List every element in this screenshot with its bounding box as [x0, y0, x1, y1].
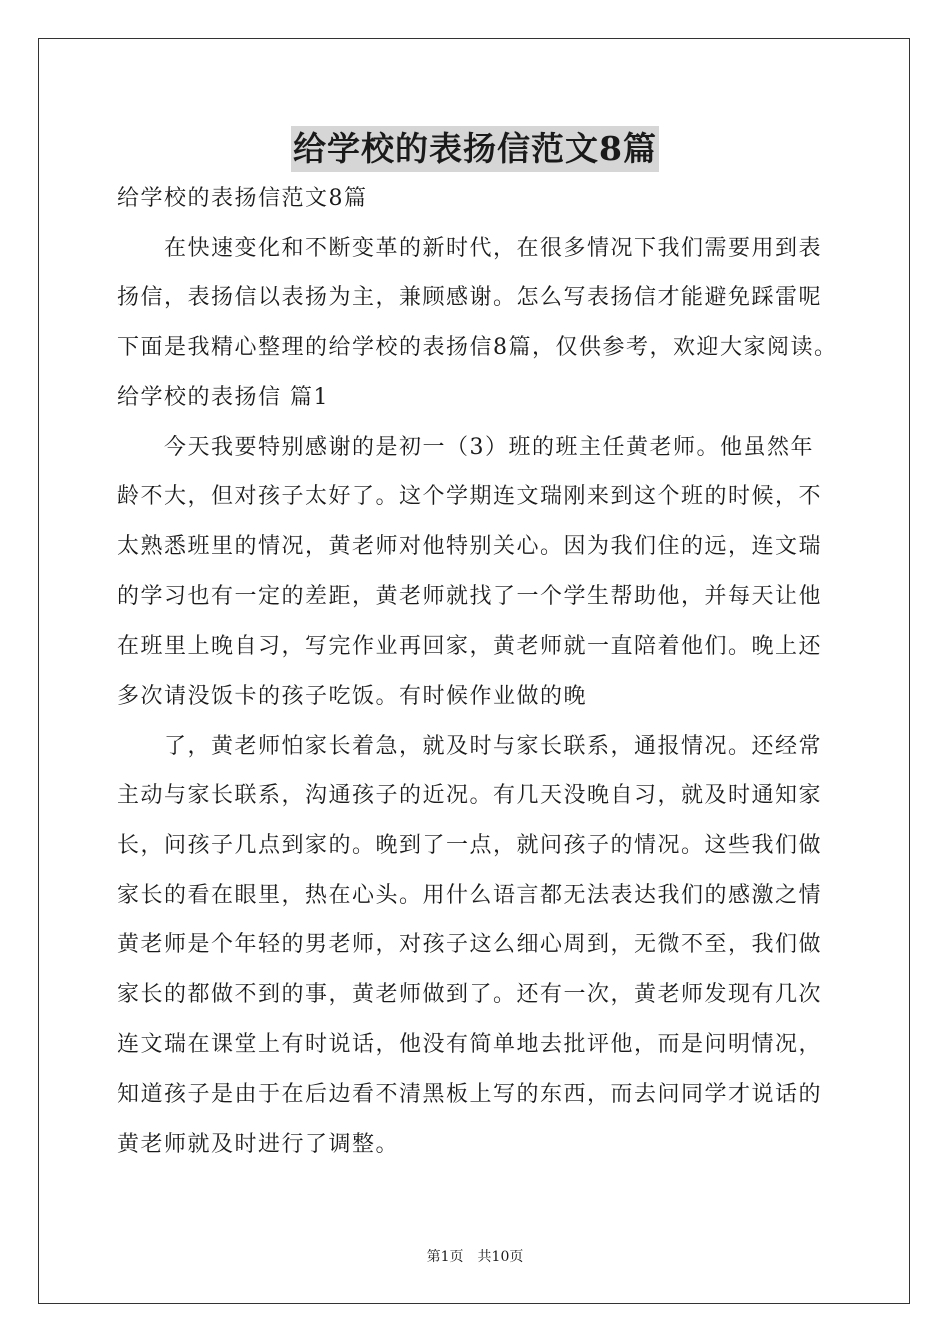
- text-line: 下面是我精心整理的给学校的表扬信8篇，仅供参考，欢迎大家阅读。: [117, 335, 838, 360]
- text-line: 家长的都做不到的事，黄老师做到了。还有一次，黄老师发现有几次: [117, 982, 823, 1007]
- document-title: 给学校的表扬信范文8篇: [291, 126, 659, 172]
- text-line: 太熟悉班里的情况，黄老师对他特别关心。因为我们住的远，连文瑞: [117, 534, 823, 559]
- text-line: 今天我要特别感谢的是初一（3）班的班主任黄老师。他虽然年: [164, 435, 814, 460]
- text-line: 多次请没饭卡的孩子吃饭。有时候作业做的晚: [117, 684, 588, 709]
- text-line: 在班里上晚自习，写完作业再回家，黄老师就一直陪着他们。晚上还: [117, 634, 823, 659]
- text-line: 连文瑞在课堂上有时说话，他没有简单地去批评他，而是问明情况，: [117, 1032, 823, 1057]
- text-line: 黄老师就及时进行了调整。: [117, 1132, 400, 1157]
- section-heading: 给学校的表扬信 篇1: [117, 385, 329, 410]
- text-line: 的学习也有一定的差距，黄老师就找了一个学生帮助他，并每天让他: [117, 584, 823, 609]
- text-line: 主动与家长联系，沟通孩子的近况。有几天没晚自习，就及时通知家: [117, 783, 823, 808]
- subtitle-line: 给学校的表扬信范文8篇: [117, 186, 368, 211]
- text-line: 黄老师是个年轻的男老师，对孩子这么细心周到，无微不至，我们做: [117, 932, 823, 957]
- page-border: [38, 38, 910, 1304]
- text-line: 家长的看在眼里，热在心头。用什么语言都无法表达我们的感激之情: [117, 883, 823, 908]
- title-block: [0, 126, 950, 172]
- text-line: 扬信，表扬信以表扬为主，兼顾感谢。怎么写表扬信才能避免踩雷呢: [117, 285, 823, 310]
- text-line: 龄不大，但对孩子太好了。这个学期连文瑞刚来到这个班的时候，不: [117, 484, 823, 509]
- text-line: 在快速变化和不断变革的新时代，在很多情况下我们需要用到表: [164, 236, 823, 261]
- text-line: 了，黄老师怕家长着急，就及时与家长联系，通报情况。还经常: [164, 734, 823, 759]
- text-line: 知道孩子是由于在后边看不清黑板上写的东西，而去问同学才说话的: [117, 1082, 823, 1107]
- page-footer: 第1页 共10页: [426, 1249, 524, 1265]
- text-line: 长，问孩子几点到家的。晚到了一点，就问孩子的情况。这些我们做: [117, 833, 823, 858]
